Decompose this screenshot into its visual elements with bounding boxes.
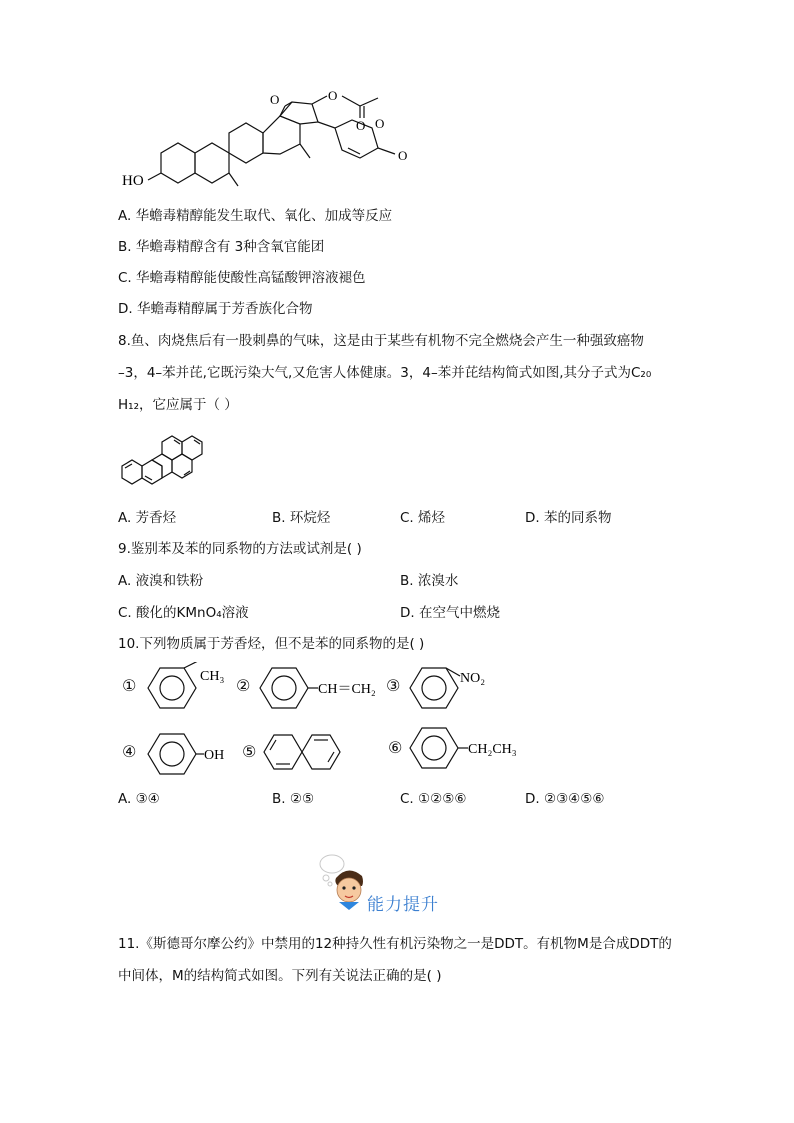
q7-option-c: C. 华蟾毒精醇能使酸性高锰酸钾溶液褪色 — [118, 270, 366, 286]
compound-3-substituent: NO₂ — [460, 671, 486, 686]
compound-4-number: ④ — [122, 742, 137, 761]
styrene-structure — [256, 662, 386, 714]
q11-stem-line1: 11.《斯德哥尔摩公约》中禁用的12种持久性有机污染物之一是DDT。有机物M是合成DDT的 — [118, 936, 672, 952]
section-title: 能力提升 — [367, 895, 439, 915]
q10-option-c: C. ①②⑤⑥ — [400, 791, 467, 807]
ho-label: HO — [122, 173, 144, 189]
q10-option-d: D. ②③④⑤⑥ — [525, 791, 605, 807]
q8-option-b: B. 环烷烃 — [272, 510, 331, 526]
ring-o-label: O — [375, 116, 385, 131]
q7-option-b: B. 华蟾毒精醇含有 3种含氧官能团 — [118, 239, 325, 255]
compound-5-number: ⑤ — [242, 742, 257, 761]
naphthalene-structure — [260, 726, 344, 778]
q8-stem-line3: H₁₂，它应属于（ ） — [118, 397, 238, 413]
compound-4-substituent: OH — [204, 748, 225, 763]
epoxide-o-label: O — [270, 92, 280, 107]
compound-1-number: ① — [122, 676, 137, 695]
phenol-structure — [142, 728, 234, 780]
q10-stem: 10.下列物质属于芳香烃，但不是苯的同系物的是( ) — [118, 636, 425, 652]
ketone-o-label: O — [398, 148, 408, 163]
compound-6-number: ⑥ — [388, 738, 403, 757]
q9-stem: 9.鉴别苯及苯的同系物的方法或试剂是( ) — [118, 541, 362, 557]
q10-option-b: B. ②⑤ — [272, 791, 315, 807]
q9-option-d: D. 在空气中燃烧 — [400, 605, 500, 621]
q8-option-d: D. 苯的同系物 — [525, 510, 612, 526]
q8-option-c: C. 烯烃 — [400, 510, 446, 526]
compound-1-substituent: CH₃ — [200, 669, 225, 684]
compound-2-number: ② — [236, 676, 251, 695]
q7-option-a: A. 华蟾毒精醇能发生取代、氧化、加成等反应 — [118, 208, 393, 224]
ester-o-label: O — [328, 88, 338, 103]
q8-stem-line2: –3，4–苯并芘,它既污染大气,又危害人体健康。3，4–苯并芘结构简式如图,其分子式为C₂₀ — [118, 365, 652, 381]
carbonyl-o-label: O — [356, 118, 366, 133]
compound-3-number: ③ — [386, 676, 401, 695]
toluene-structure — [142, 662, 234, 714]
q9-option-c: C. 酸化的KMnO₄溶液 — [118, 605, 249, 621]
q10-option-a: A. ③④ — [118, 791, 160, 807]
q7-structure-diagram — [120, 88, 430, 198]
compound-6-substituent: CH₂CH₃ — [468, 742, 517, 757]
nitrobenzene-structure — [404, 662, 500, 714]
q7-option-d: D. 华蟾毒精醇属于芳香族化合物 — [118, 301, 313, 317]
compound-2-substituent: CH＝CH₂ — [318, 682, 376, 697]
q9-option-a: A. 液溴和铁粉 — [118, 573, 204, 589]
q8-stem-line1: 8.鱼、肉烧焦后有一股刺鼻的气味，这是由于某些有机物不完全燃烧会产生一种强致癌物 — [118, 333, 644, 349]
q9-option-b: B. 浓溴水 — [400, 573, 459, 589]
q8-option-a: A. 芳香烃 — [118, 510, 177, 526]
cartoon-boy-icon — [318, 852, 374, 914]
benzopyrene-structure — [118, 428, 228, 490]
ethylbenzene-structure — [406, 722, 536, 774]
q11-stem-line2: 中间体，M的结构简式如图。下列有关说法正确的是( ) — [118, 968, 442, 984]
